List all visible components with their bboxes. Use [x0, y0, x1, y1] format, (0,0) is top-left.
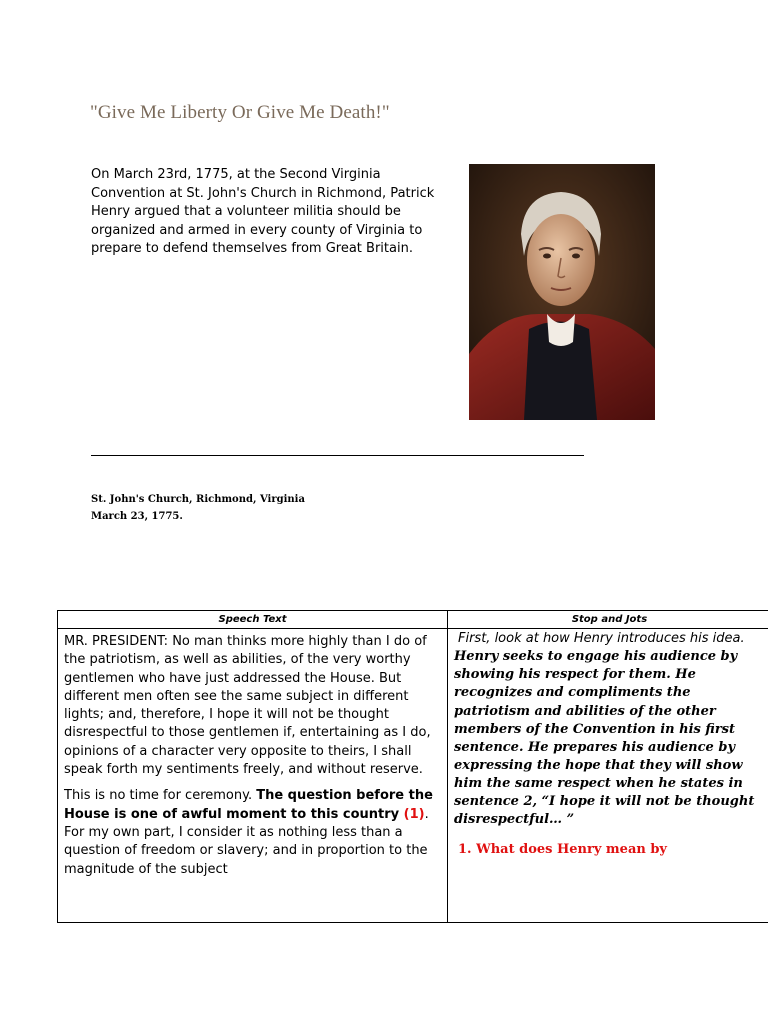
- speech-table: [57, 610, 768, 923]
- speech-paragraph-1: MR. PRESIDENT: No man thinks more highly than I do of the patriotism, as well as abilities, of the very worthy gentlemen who have just addressed the House. But different men often see the same subject in different lights; and, therefore, I hope it will not be thought disrespectful to those gentlemen if, entertaining as I do, opinions of a character very opposite to theirs, I shall speak forth my sentiments freely, and without reserve.: [64, 634, 431, 778]
- jot-question-1: 1. What does Henry mean by: [458, 842, 667, 858]
- jot-lead: First, look at how Henry introduces his idea.: [458, 631, 745, 646]
- speech-p2-start: This is no time for ceremony.: [64, 788, 257, 804]
- speech-paragraph-2: [64, 787, 441, 878]
- header-speech-text: Speech Text: [58, 611, 448, 629]
- dateline-place: St. John's Church, Richmond, Virginia: [91, 494, 305, 505]
- document-title: "Give Me Liberty Or Give Me Death!": [90, 102, 390, 123]
- speech-p2-end: . For my own part, I consider it as nothing less than a question of freedom or slavery; and in proportion to the magnitude of the subject: [64, 806, 429, 877]
- stop-and-jots-cell: [448, 629, 768, 923]
- speech-p2-bold: The question before the House is one of awful moment to this country: [64, 788, 433, 822]
- dateline: [91, 491, 305, 525]
- table-row: [58, 629, 768, 923]
- speech-text-cell: [58, 629, 448, 923]
- intro-text: On March 23rd, 1775, at the Second Virginia Convention at St. John's Church in Richmond, Patrick Henry argued that a volunteer militia should be organized and armed in every county of Virginia to prepare to defend themselves from Great Britain.: [91, 167, 435, 256]
- table-header-row: [58, 611, 768, 629]
- annotation-marker-1: (1): [403, 806, 425, 822]
- intro-paragraph: [91, 166, 456, 259]
- header-stop-and-jots: Stop and Jots: [448, 611, 768, 629]
- jot-answer: Henry seeks to engage his audience by showing his respect for them. He recognizes and compliments the patriotism and abilities of the other members of the Convention in his first sentence. He prepares his audience by expressing the hope that they will show him the same respect when he states in sentence 2, “I hope it will not be thought disrespectful… ”: [454, 649, 755, 828]
- horizontal-rule: [91, 455, 584, 456]
- patrick-henry-portrait: [469, 164, 655, 420]
- dateline-date: March 23, 1775.: [91, 511, 183, 522]
